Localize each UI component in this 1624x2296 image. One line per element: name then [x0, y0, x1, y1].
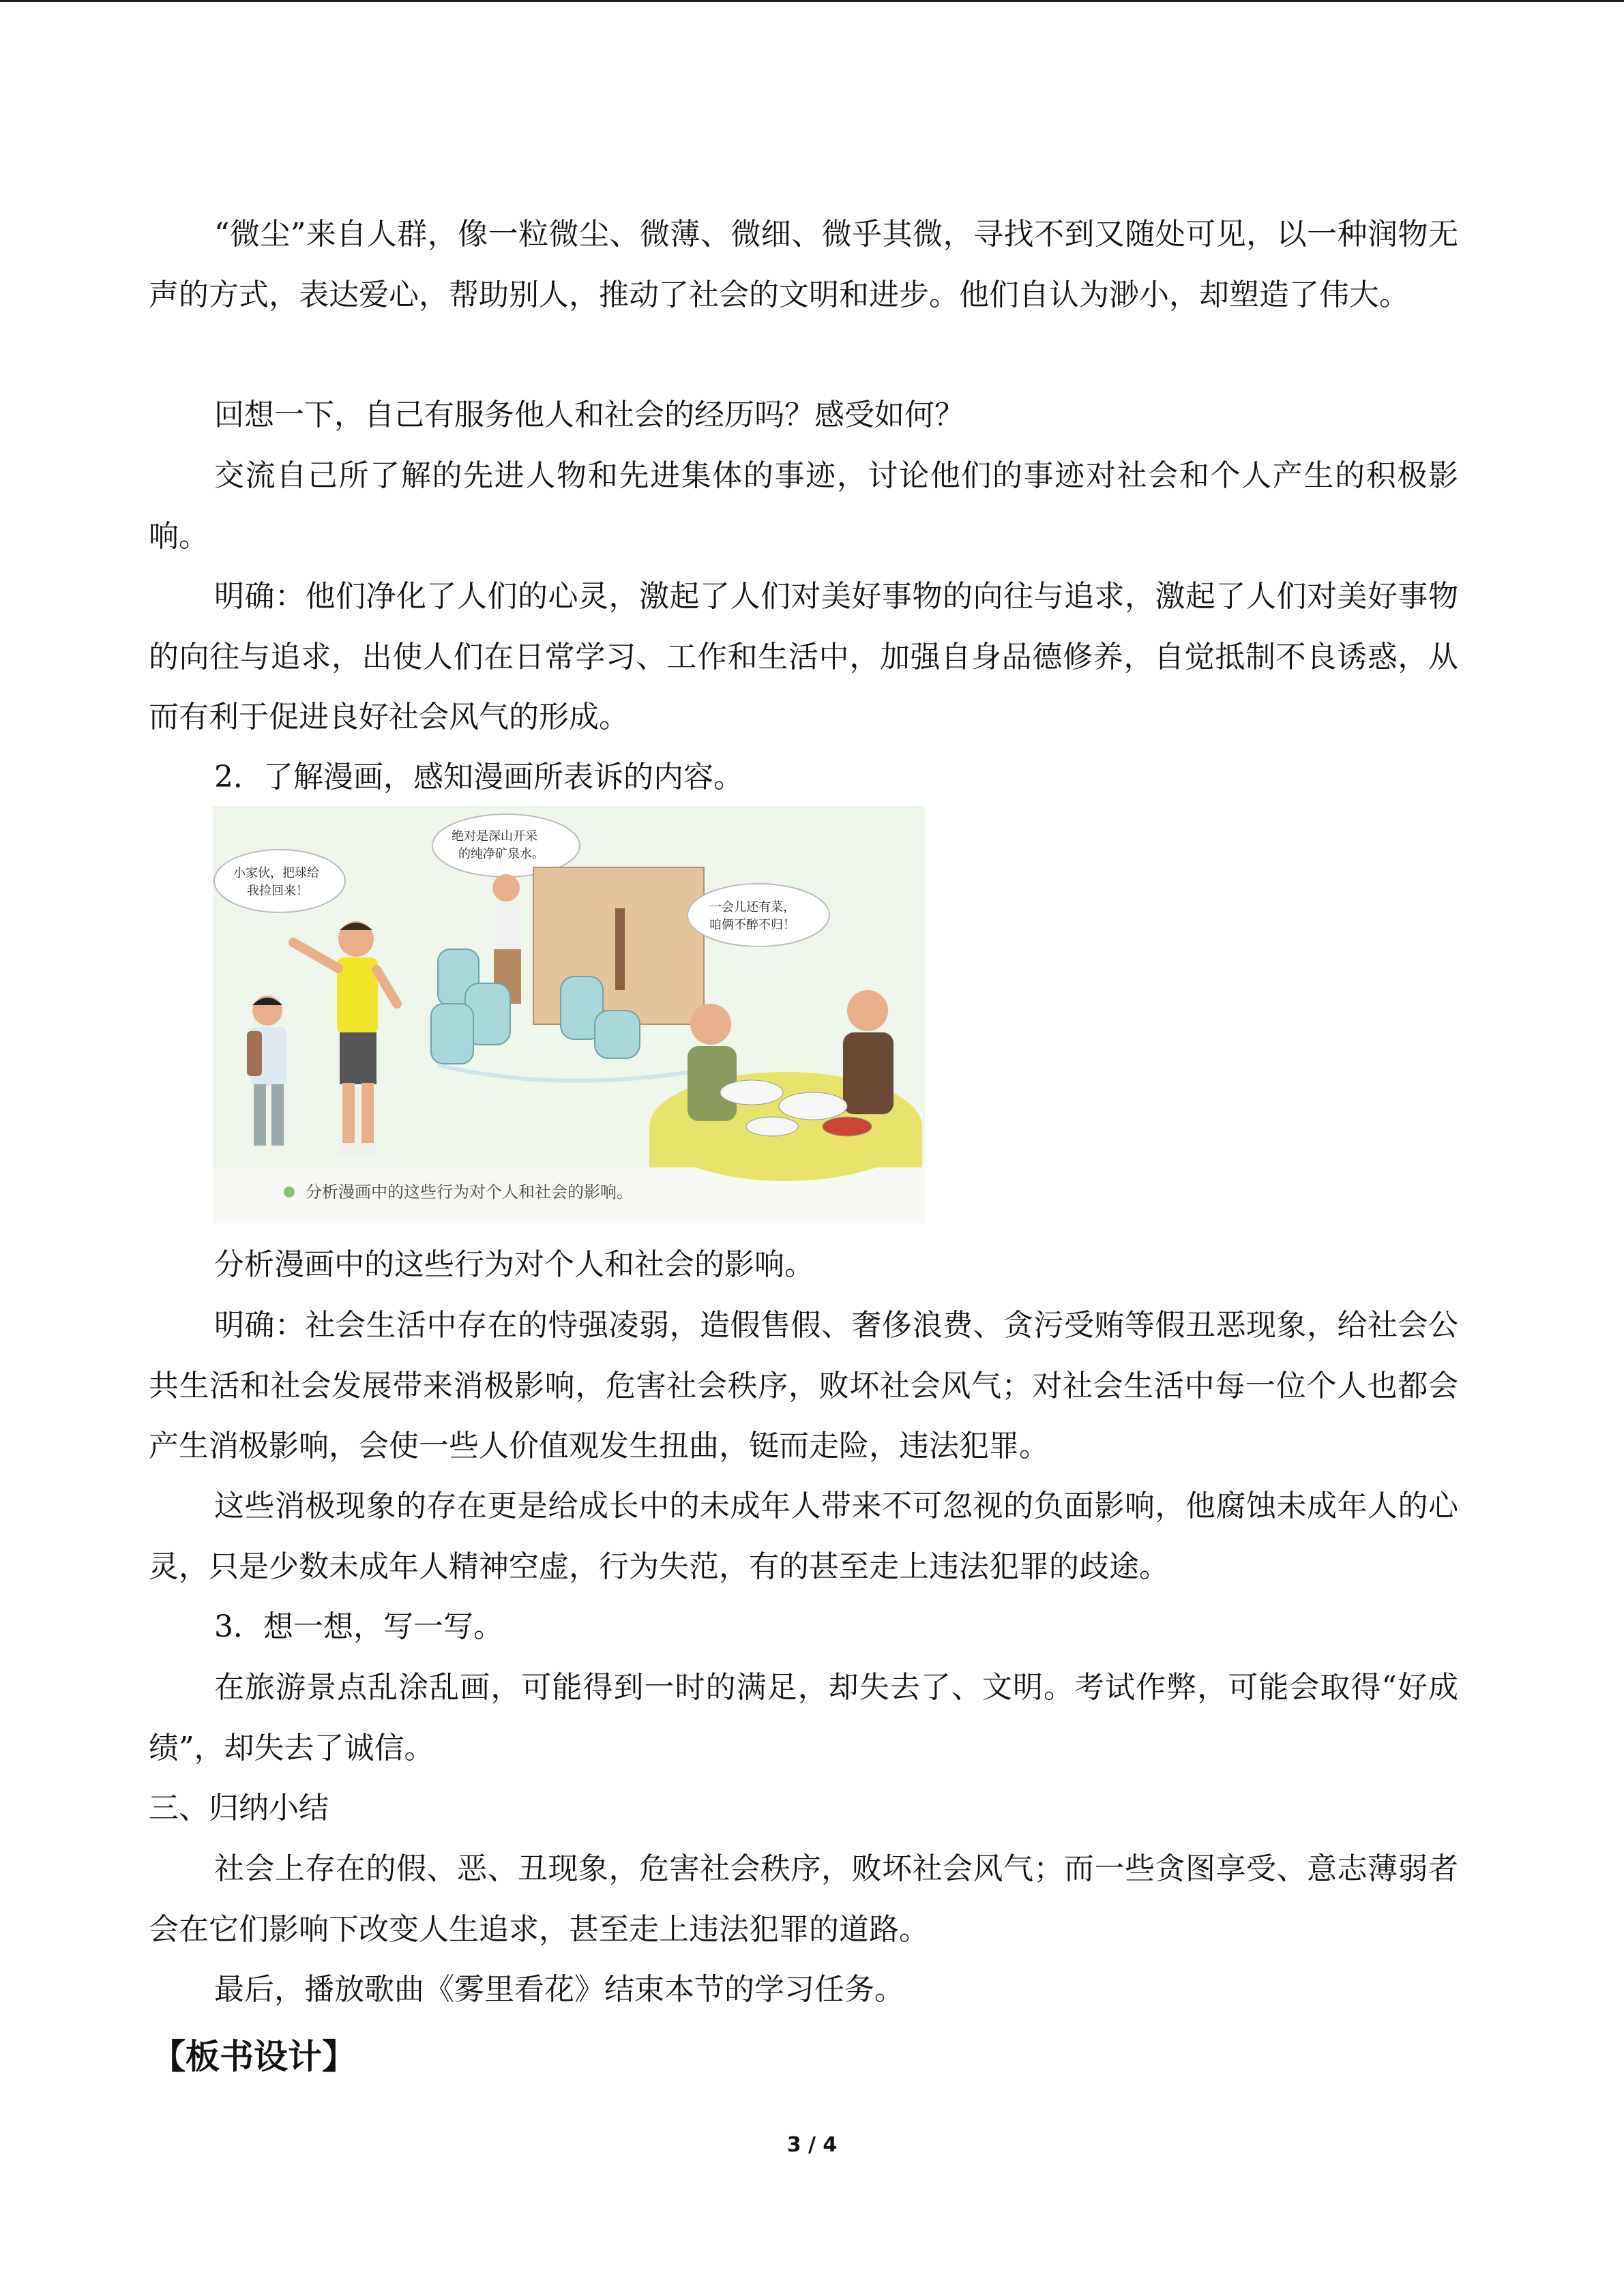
paragraph-clarify-1: 明确：他们净化了人们的心灵，激起了人们对美好事物的向往与追求，激起了人们对美好事物的向往与追求，出使人们在日常学习、工作和生活中，加强自身品德修养，自觉抵制不良诱惑，从而有利于促进良好社会风气的形成。 — [149, 579, 1458, 734]
page-number: 3 / 4 — [786, 2133, 838, 2157]
bubble-text-line: 我捡回来！ — [247, 884, 308, 898]
bubble-text-line: 一会儿还有菜， — [709, 900, 795, 914]
comic-illustration — [213, 806, 925, 1223]
paragraph-negative-impact: 这些消极现象的存在更是给成长中的未成年人带来不可忽视的负面影响，他腐蚀未成年人的心灵，只是少数未成年人精神空虚，行为失范，有的甚至走上违法犯罪的歧途。 — [149, 1489, 1458, 1584]
top-border-line — [0, 0, 1624, 2]
paragraph-clarify-2: 明确：社会生活中存在的恃强凌弱，造假售假、奢侈浪费、贪污受贿等假丑恶现象，给社会公共生活和社会发展带来消极影响，危害社会秩序，败坏社会风气；对社会生活中每一位个人也都会产生消极影响，会使一些人价值观发生扭曲，铤而走险，违法犯罪。 — [149, 1308, 1458, 1463]
paragraph-tourism: 在旅游景点乱涂乱画，可能得到一时的满足，却失去了、文明。考试作弊，可能会取得“好成绩”，却失去了诚信。 — [149, 1670, 1458, 1765]
speech-bubble-boy — [214, 850, 345, 912]
board-design-heading: 【板书设计】 — [151, 2037, 356, 2076]
paragraph-step-2: 2．了解漫画，感知漫画所表诉的内容。 — [214, 760, 743, 794]
bubble-text-line: 小家伙，把球给 — [233, 866, 319, 880]
speech-bubble-banquet — [688, 884, 829, 946]
paragraph-discuss: 交流自己所了解的先进人物和先进集体的事迹，讨论他们的事迹对社会和个人产生的积极影响。 — [149, 458, 1458, 554]
paragraph-closing: 最后，播放歌曲《雾里看花》结束本节的学习任务。 — [214, 1972, 904, 2007]
caption-bullet-icon — [284, 1187, 295, 1197]
paragraph-reflect: 回想一下，自己有服务他人和社会的经历吗？感受如何？ — [214, 398, 964, 432]
paragraph-analyze: 分析漫画中的这些行为对个人和社会的影响。 — [214, 1247, 814, 1282]
bubble-text-line: 咱俩不醉不归！ — [709, 918, 795, 932]
section-heading-summary: 三、归纳小结 — [149, 1791, 329, 1825]
paragraph-summary: 社会上存在的假、恶、丑现象，危害社会秩序，败坏社会风气；而一些贪图享受、意志薄弱者会在它们影响下改变人生追求，甚至走上违法犯罪的道路。 — [149, 1851, 1458, 1947]
bubble-text-line: 绝对是深山开采 — [452, 829, 537, 844]
bubble-text-line: 的纯净矿泉水。 — [458, 847, 544, 861]
paragraph-step-3: 3．想一想，写一写。 — [214, 1609, 503, 1644]
comic-caption: 分析漫画中的这些行为对个人和社会的影响。 — [306, 1182, 633, 1202]
paragraph-weichen: “微尘”来自人群，像一粒微尘、微薄、微细、微乎其微，寻找不到又随处可见，以一种润物无声的方式，表达爱心，帮助别人，推动了社会的文明和进步。他们自认为渺小，却塑造了伟大。 — [149, 217, 1458, 312]
